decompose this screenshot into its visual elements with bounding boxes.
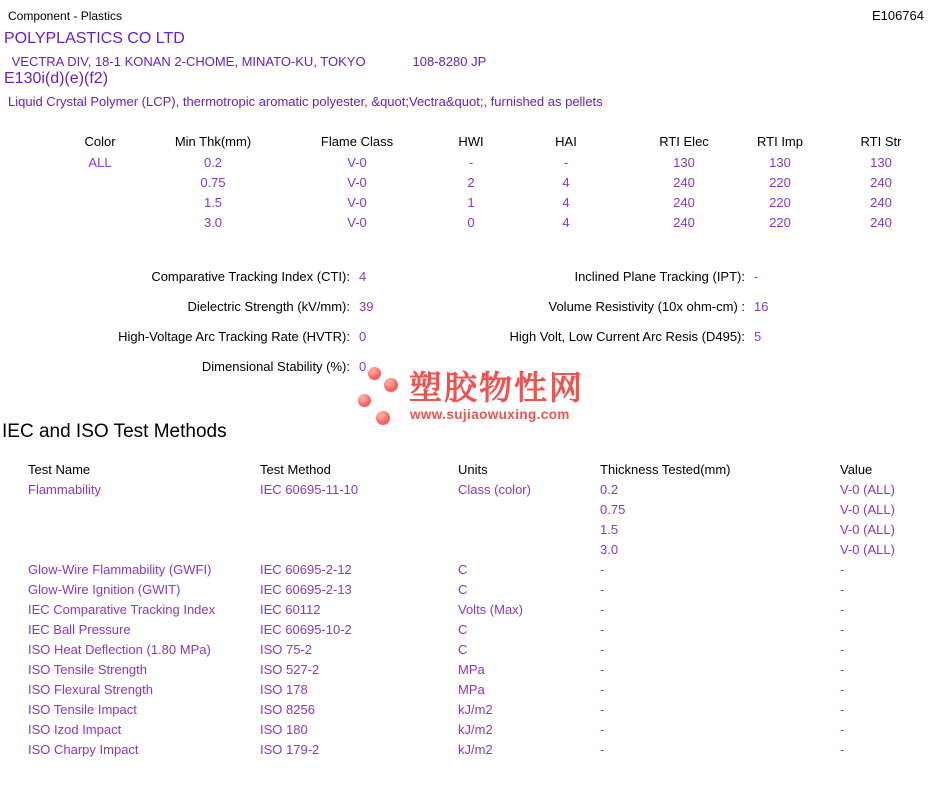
- properties-left-column: [0, 268, 373, 388]
- table-header-row: [0, 134, 950, 154]
- table-cell: 220: [769, 175, 791, 190]
- column-header: RTI Imp: [757, 134, 803, 149]
- table-cell: V-0: [347, 195, 367, 210]
- table-cell: IEC 60112: [260, 602, 321, 617]
- table-cell: kJ/m2: [458, 742, 493, 757]
- table-cell: ISO Tensile Strength: [28, 662, 147, 677]
- test-methods-table: [0, 462, 950, 762]
- company-name: POLYPLASTICS CO LTD: [4, 30, 185, 47]
- property-line: [0, 268, 373, 298]
- table-cell: V-0: [347, 215, 367, 230]
- table-cell: 0.2: [600, 482, 619, 497]
- table-cell: IEC 60695-11-10: [260, 482, 359, 497]
- red-dot-icon: [384, 378, 398, 392]
- table-cell: -: [600, 622, 605, 637]
- table-cell: 0.75: [600, 502, 626, 517]
- property-line: [395, 328, 768, 358]
- table-row: [0, 195, 950, 215]
- table-cell: Class (color): [458, 482, 531, 497]
- table-cell: -: [600, 602, 605, 617]
- table-cell: ISO 179-2: [260, 742, 320, 757]
- table-cell: ISO 180: [260, 722, 308, 737]
- watermark-site-url: www.sujiaowuxing.com: [410, 407, 570, 422]
- table-cell: -: [600, 722, 605, 737]
- table-cell: ALL: [88, 155, 112, 170]
- table-cell: 1: [467, 195, 475, 210]
- table-cell: 3.0: [203, 215, 223, 230]
- table-cell: 220: [769, 195, 791, 210]
- table-cell: Volts (Max): [458, 602, 524, 617]
- table-cell: 4: [562, 195, 570, 210]
- column-header: Value: [840, 462, 873, 477]
- table-cell: -: [840, 682, 845, 697]
- property-label: Dimensional Stability (%):: [201, 359, 350, 374]
- table-row: [0, 702, 950, 722]
- table-row: [0, 522, 950, 542]
- table-cell: V-0 (ALL): [840, 542, 895, 557]
- property-value: 5: [754, 329, 762, 344]
- property-label: Dielectric Strength (kV/mm):: [187, 299, 350, 314]
- table-row: [0, 155, 950, 175]
- table-cell: IEC 60695-10-2: [260, 622, 352, 637]
- table-cell: IEC Ball Pressure: [28, 622, 131, 637]
- red-dot-icon: [376, 411, 390, 425]
- table-cell: Glow-Wire Flammability (GWFI): [28, 562, 212, 577]
- property-label: High Volt, Low Current Arc Resis (D495):: [509, 329, 745, 344]
- table-cell: kJ/m2: [458, 702, 493, 717]
- table-cell: ISO Flexural Strength: [28, 682, 153, 697]
- table-cell: C: [458, 562, 468, 577]
- table-row: [0, 602, 950, 622]
- table-cell: IEC 60695-2-13: [260, 582, 352, 597]
- property-label: Inclined Plane Tracking (IPT):: [574, 269, 745, 284]
- table-cell: -: [840, 742, 845, 757]
- table-row: [0, 215, 950, 235]
- table-cell: 3.0: [600, 542, 619, 557]
- table-row: [0, 482, 950, 502]
- column-header: HWI: [458, 134, 484, 149]
- table-cell: V-0 (ALL): [840, 482, 895, 497]
- table-cell: -: [840, 662, 845, 677]
- table-cell: 240: [673, 215, 695, 230]
- table-cell: -: [840, 622, 845, 637]
- property-line: [0, 358, 373, 388]
- property-line: [395, 298, 768, 328]
- table-cell: 130: [673, 155, 695, 170]
- red-dot-icon: [368, 367, 381, 380]
- table-cell: 240: [673, 175, 695, 190]
- table-cell: 1.5: [600, 522, 619, 537]
- table-cell: 0.2: [203, 155, 223, 170]
- table-cell: V-0 (ALL): [840, 522, 895, 537]
- table-cell: 240: [870, 195, 892, 210]
- table-cell: -: [840, 602, 845, 617]
- table-row: [0, 742, 950, 762]
- table-cell: -: [600, 642, 605, 657]
- property-line: [0, 298, 373, 328]
- table-cell: -: [563, 155, 569, 170]
- column-header: RTI Str: [860, 134, 902, 149]
- table-cell: IEC Comparative Tracking Index: [28, 602, 216, 617]
- table-cell: 240: [870, 175, 892, 190]
- table-cell: 240: [673, 195, 695, 210]
- table-cell: V-0 (ALL): [840, 502, 895, 517]
- column-header: Min Thk(mm): [174, 134, 252, 149]
- table-cell: V-0: [347, 155, 367, 170]
- table-cell: 2: [467, 175, 475, 190]
- table-row: [0, 722, 950, 742]
- doc-type-label: Component - Plastics: [8, 9, 123, 23]
- table-cell: C: [458, 642, 468, 657]
- table-cell: ISO 527-2: [260, 662, 320, 677]
- red-dot-icon: [358, 394, 371, 407]
- column-header: Thickness Tested(mm): [600, 462, 731, 477]
- property-value: 0: [359, 329, 367, 344]
- table-cell: -: [840, 702, 845, 717]
- table-row: [0, 622, 950, 642]
- table-cell: -: [600, 742, 605, 757]
- table-cell: 0.75: [200, 175, 226, 190]
- table-cell: ISO 8256: [260, 702, 315, 717]
- table-cell: 130: [769, 155, 791, 170]
- table-header-row: [0, 462, 950, 482]
- table-row: [0, 175, 950, 195]
- table-row: [0, 502, 950, 522]
- property-value: 4: [359, 269, 367, 284]
- table-cell: 0: [467, 215, 475, 230]
- table-cell: 220: [769, 215, 791, 230]
- ul-file-number: E106764: [871, 8, 924, 23]
- table-row: [0, 582, 950, 602]
- table-cell: -: [840, 722, 845, 737]
- table-cell: ISO Heat Deflection (1.80 MPa): [28, 642, 211, 657]
- table-cell: ISO Tensile Impact: [28, 702, 137, 717]
- table-cell: -: [840, 582, 845, 597]
- column-header: Test Name: [28, 462, 91, 477]
- property-value: 0: [359, 359, 367, 374]
- properties-right-column: [395, 268, 768, 358]
- column-header: Test Method: [260, 462, 331, 477]
- property-value: 39: [359, 299, 374, 314]
- column-header: RTI Elec: [659, 134, 709, 149]
- column-header: Color: [84, 134, 116, 149]
- table-cell: kJ/m2: [458, 722, 493, 737]
- table-cell: 240: [870, 215, 892, 230]
- table-cell: Flammability: [28, 482, 101, 497]
- column-header: Flame Class: [320, 134, 394, 149]
- table-cell: C: [458, 582, 468, 597]
- table-cell: 130: [870, 155, 892, 170]
- table-cell: Glow-Wire Ignition (GWIT): [28, 582, 181, 597]
- table-cell: ISO Charpy Impact: [28, 742, 139, 757]
- table-cell: -: [840, 642, 845, 657]
- table-row: [0, 662, 950, 682]
- table-cell: -: [600, 582, 605, 597]
- table-cell: -: [600, 562, 605, 577]
- property-label: Volume Resistivity (10x ohm-cm) :: [548, 299, 745, 314]
- property-value: 16: [754, 299, 769, 314]
- property-line: [395, 268, 768, 298]
- table-cell: IEC 60695-2-12: [260, 562, 352, 577]
- table-cell: -: [468, 155, 474, 170]
- column-header: Units: [458, 462, 488, 477]
- table-cell: -: [600, 662, 605, 677]
- table-cell: ISO 75-2: [260, 642, 313, 657]
- table-cell: -: [840, 562, 845, 577]
- table-row: [0, 682, 950, 702]
- table-cell: MPa: [458, 682, 485, 697]
- table-row: [0, 562, 950, 582]
- table-cell: ISO Izod Impact: [28, 722, 122, 737]
- company-address: VECTRA DIV, 18-1 KONAN 2-CHOME, MINATO-KU, TOKYO 108-8280 JP: [8, 54, 487, 69]
- table-cell: V-0: [347, 175, 367, 190]
- watermark-site-name: 塑胶物性网: [409, 369, 584, 406]
- ul-ratings-table: [0, 134, 950, 235]
- column-header: HAI: [555, 134, 577, 149]
- property-label: Comparative Tracking Index (CTI):: [151, 269, 350, 284]
- table-cell: 1.5: [203, 195, 223, 210]
- table-cell: -: [600, 702, 605, 717]
- table-row: [0, 542, 950, 562]
- table-cell: C: [458, 622, 468, 637]
- table-cell: 4: [562, 215, 570, 230]
- table-cell: 4: [562, 175, 570, 190]
- table-cell: MPa: [458, 662, 485, 677]
- property-label: High-Voltage Arc Tracking Rate (HVTR):: [118, 329, 350, 344]
- property-value: -: [754, 269, 759, 284]
- product-grade: E130i(d)(e)(f2): [4, 70, 109, 87]
- table-row: [0, 642, 950, 662]
- table-cell: -: [600, 682, 605, 697]
- product-description: Liquid Crystal Polymer (LCP), thermotropic aromatic polyester, &quot;Vectra&quot;, furnished as pellets: [8, 94, 603, 109]
- section-title: IEC and ISO Test Methods: [2, 421, 227, 442]
- table-cell: ISO 178: [260, 682, 308, 697]
- property-line: [0, 328, 373, 358]
